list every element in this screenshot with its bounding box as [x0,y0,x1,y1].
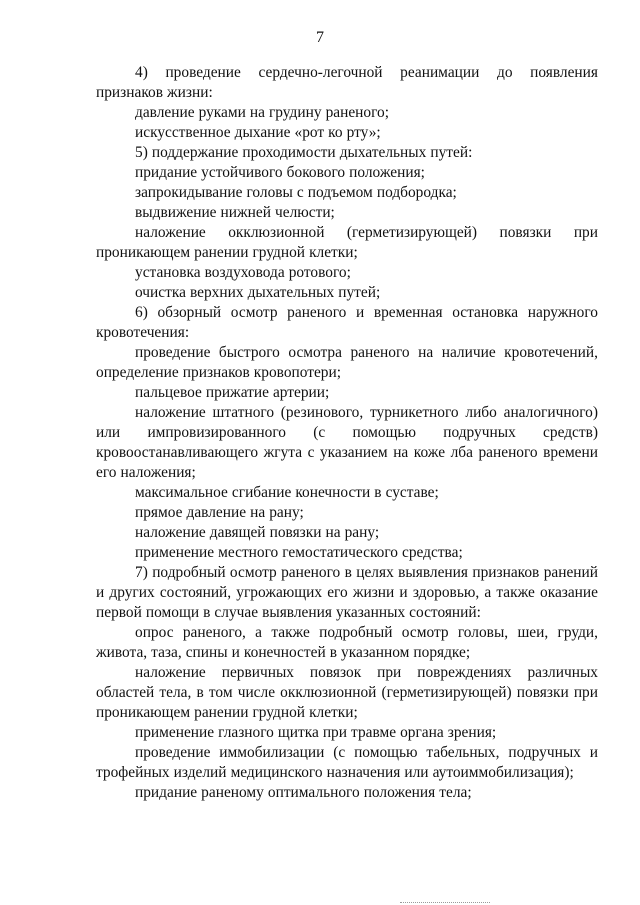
paragraph: придание устойчивого бокового положения; [135,164,425,181]
paragraph: придание раненому оптимального положения тела; [135,784,472,801]
paragraph: запрокидывание головы с подъемом подбородка; [135,184,457,201]
paragraph: опрос раненого, а также подробный осмотр головы, шеи, груди, живота, таза, спины и конечностей в указанном порядке; [96,624,598,661]
paragraph: искусственное дыхание «рот ко рту»; [135,124,381,141]
scan-edge-mark [400,901,490,903]
paragraph: 5) поддержание проходимости дыхательных путей: [135,144,473,161]
paragraph: очистка верхних дыхательных путей; [135,284,381,301]
paragraph: наложение давящей повязки на рану; [135,524,380,541]
paragraph: наложение окклюзионной (герметизирующей) повязки при проникающем ранении грудной клетки; [96,224,598,261]
paragraph: 4) проведение сердечно-легочной реанимации до появления признаков жизни: [96,64,598,101]
paragraph: применение местного гемостатического средства; [135,544,463,561]
body-text [96,63,598,803]
paragraph: 7) подробный осмотр раненого в целях выявления признаков ранений и других состояний, угрожающих его жизни и здоровью, а также оказание первой помощи в случае выявления указанных состояний: [96,564,598,621]
paragraph: наложение штатного (резинового, турникетного либо аналогичного) или импровизированного (с помощью подручных средств) кровоостанавливающего жгута с указанием на коже лба раненого времени его наложения; [96,404,598,481]
paragraph: применение глазного щитка при травме органа зрения; [135,724,497,741]
paragraph: давление руками на грудину раненого; [135,104,389,121]
paragraph: выдвижение нижней челюсти; [135,204,335,221]
paragraph: пальцевое прижатие артерии; [135,384,330,401]
paragraph: наложение первичных повязок при повреждениях различных областей тела, в том числе окклюзионной (герметизирующей) повязки при проникающем ранении грудной клетки; [96,664,598,721]
paragraph: проведение иммобилизации (с помощью табельных, подручных и трофейных изделий медицинского назначения или аутоиммобилизация); [96,744,598,781]
paragraph: 6) обзорный осмотр раненого и временная остановка наружного кровотечения: [96,304,598,341]
paragraph: проведение быстрого осмотра раненого на наличие кровотечений, определение признаков кровопотери; [96,344,598,381]
paragraph: максимальное сгибание конечности в суставе; [135,484,439,501]
paragraph: прямое давление на рану; [135,504,304,521]
paragraph: установка воздуховода ротового; [135,264,351,281]
page-number: 7 [316,29,324,46]
